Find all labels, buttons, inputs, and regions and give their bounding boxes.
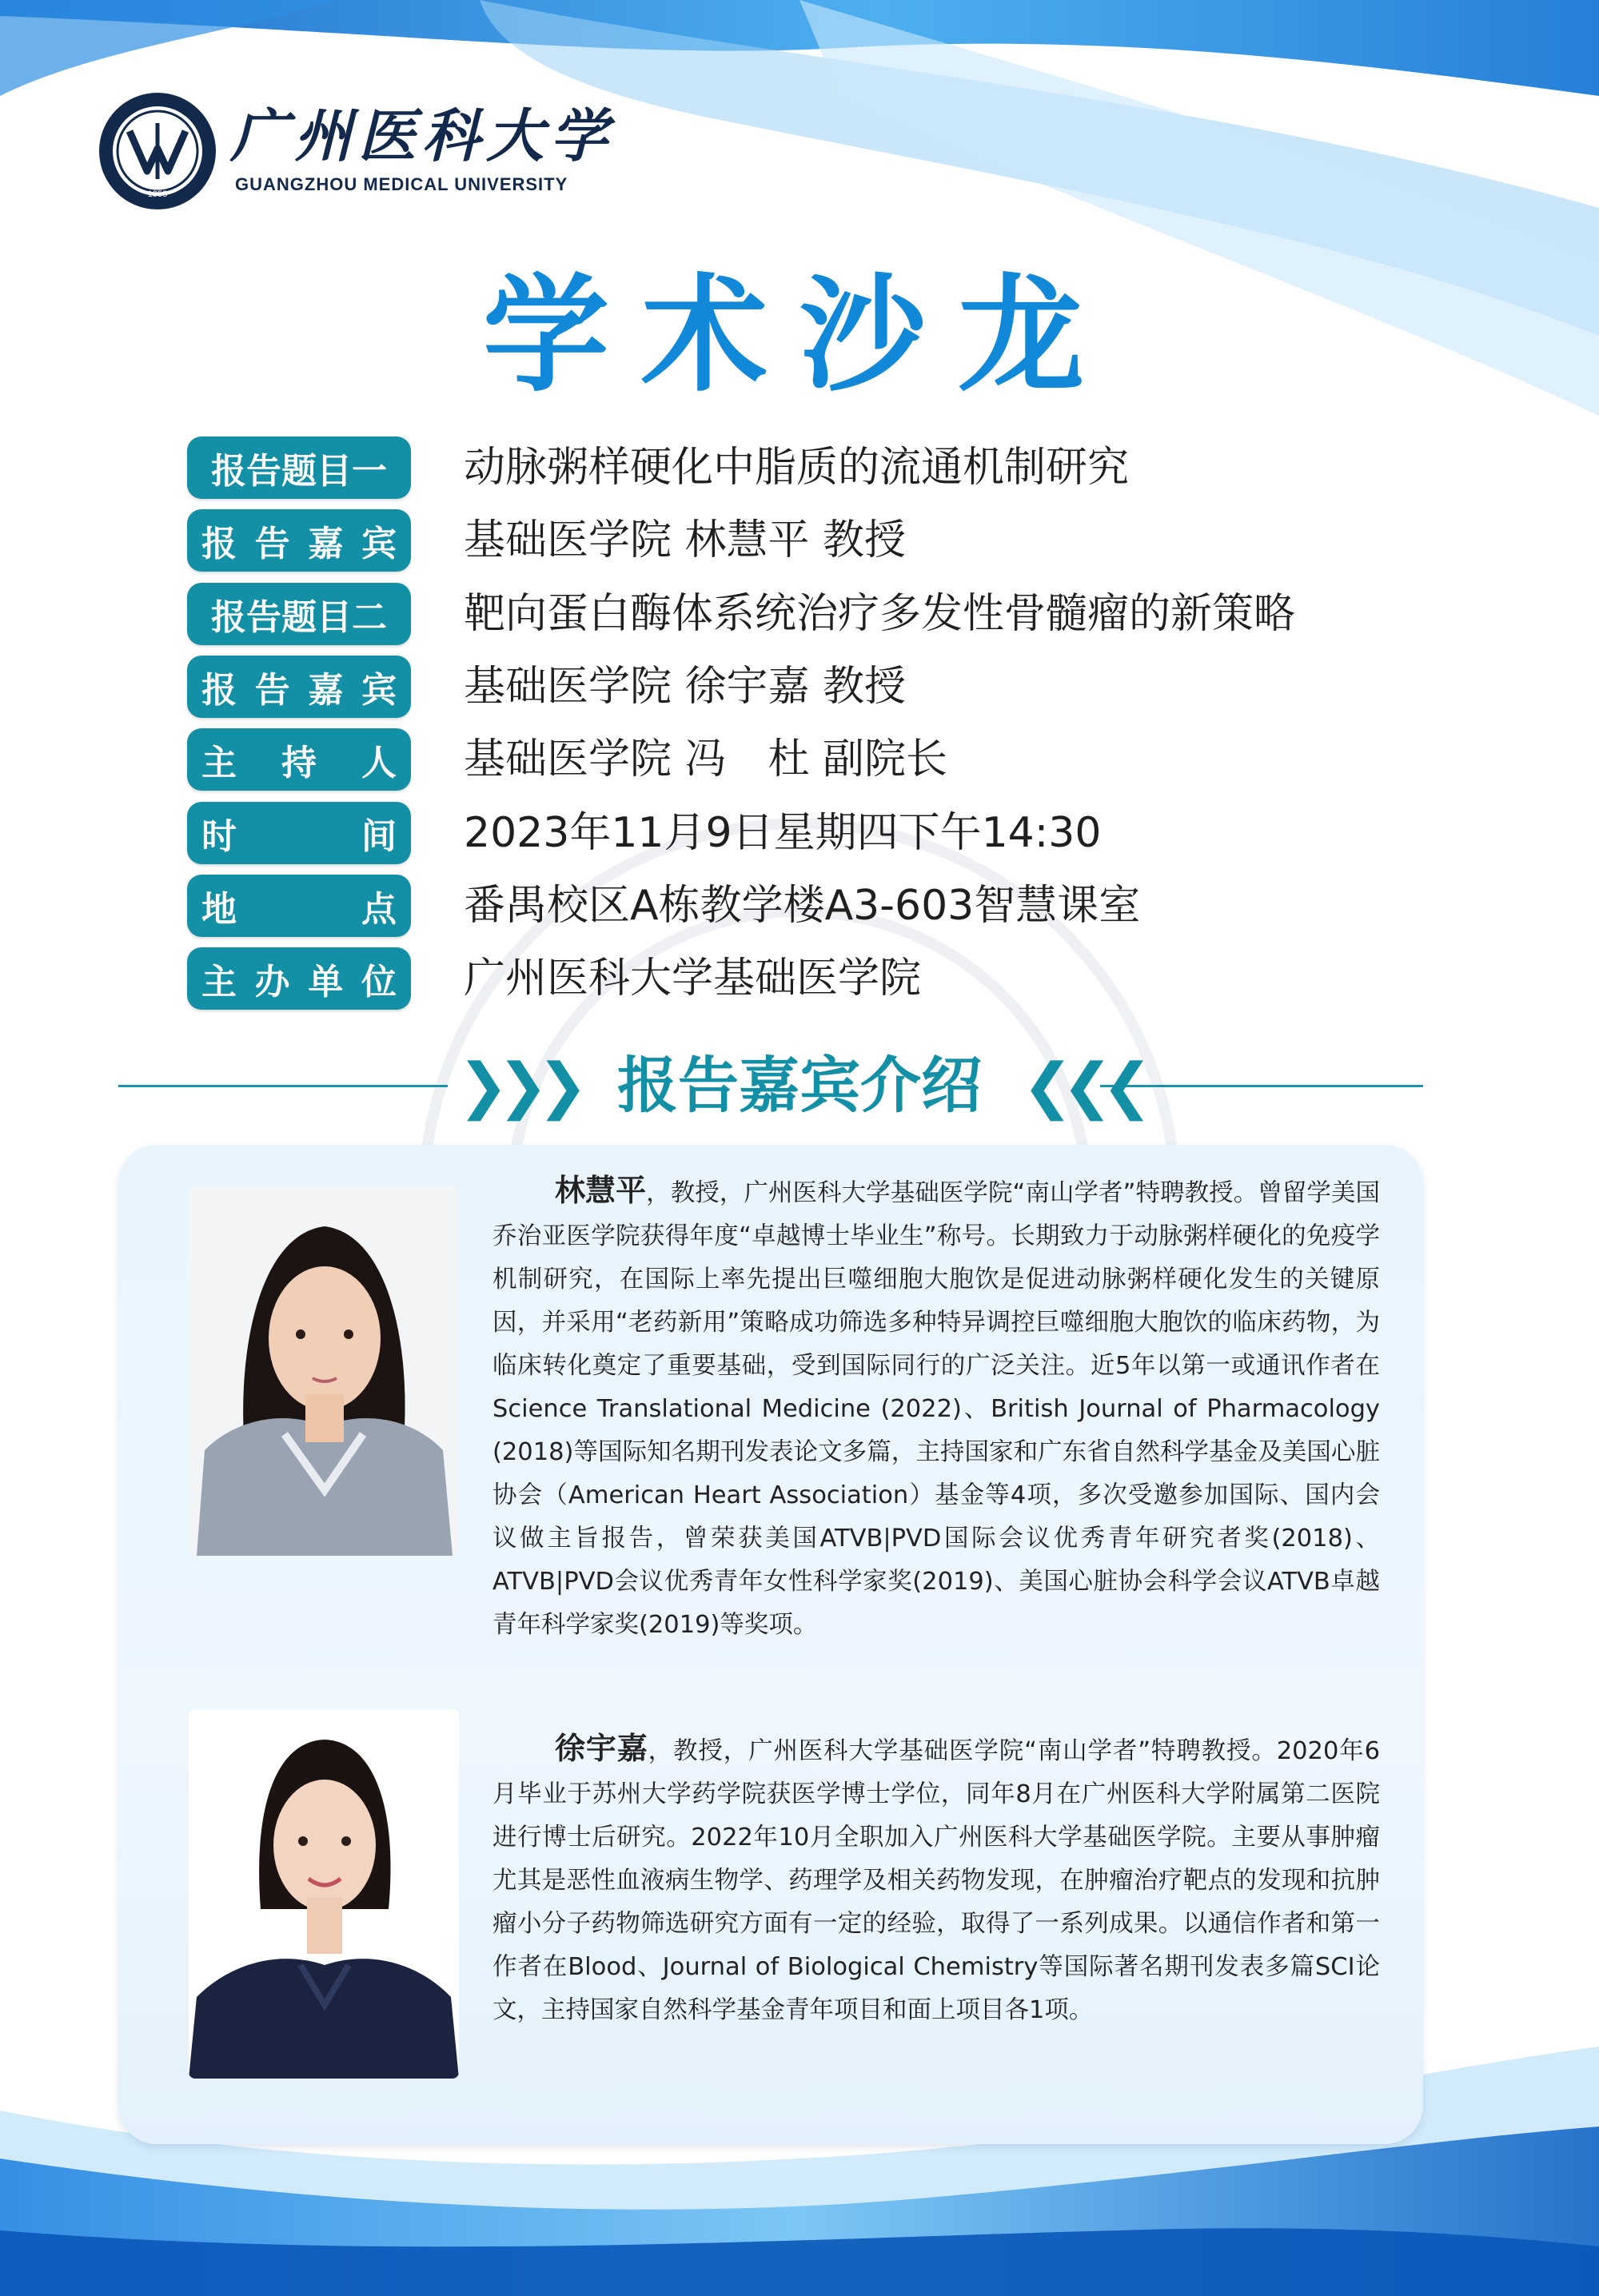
info-label-char: 主 <box>201 743 237 784</box>
info-value: 广州医科大学基础医学院 <box>464 955 922 1003</box>
info-value: 基础医学院 徐宇嘉 教授 <box>464 662 907 711</box>
info-value: 基础医学院 林慧平 教授 <box>464 516 907 565</box>
info-value: 2023年11月9日星期四下午14:30 <box>464 808 1102 857</box>
info-row <box>187 436 1434 499</box>
info-label-char: 嘉 <box>308 524 344 565</box>
speaker-bio-text: ，教授，广州医科大学基础医学院“南山学者”特聘教授。曾留学美国乔治亚医学院获得年度“卓越博士毕业生”称号。长期致力于动脉粥样硬化的免疫学机制研究，在国际上率先提出巨噬细胞大胞饮是促进动脉粥样硬化发生的关键原因，并采用“老药新用”策略成功筛选多种特异调控巨噬细胞大胞饮的临床药物，为临床转化奠定了重要基础，受到国际同行的广泛关注。近5年以第一或通讯作者在Science Translational Medicine (2022)、British Journal of Pharmacology (2018)等国际知名期刊发表论文多篇，主持国家和广东省自然科学基金及美国心脏协会（American Heart Association）基金等4项，多次受邀参加国际、国内会议做主旨报告，曾荣获美国ATVB|PVD国际会议优秀青年研究者奖(2018)、ATVB|PVD会议优秀青年女性科学家奖(2019)、美国心脏协会科学会议ATVB卓越青年科学家奖(2019)等奖项。 <box>492 1179 1380 1639</box>
info-label <box>187 875 411 937</box>
section-title: 报告嘉宾介绍 <box>617 1050 982 1121</box>
university-name-cn: 广州医科大学 <box>230 102 615 169</box>
info-label-char: 地 <box>201 888 237 930</box>
section-header <box>0 1047 1599 1124</box>
info-label-char: 位 <box>361 962 397 1003</box>
info-label <box>187 728 411 791</box>
info-label-char: 办 <box>254 962 290 1003</box>
info-label-char: 时 <box>201 815 237 857</box>
info-label-char: 持 <box>281 743 317 784</box>
info-value: 靶向蛋白酶体系统治疗多发性骨髓瘤的新策略 <box>464 589 1296 638</box>
page-title: 学术沙龙 <box>483 262 1116 409</box>
info-label <box>187 656 411 718</box>
info-row <box>187 509 1434 572</box>
info-label <box>187 509 411 572</box>
info-label-char: 告 <box>254 524 290 565</box>
info-row <box>187 728 1434 791</box>
info-label-char: 报告题目二 <box>211 596 387 638</box>
seal-year: 1958 <box>147 189 168 199</box>
portrait-icon <box>189 1186 459 1556</box>
info-value: 基础医学院 冯 杜 副院长 <box>464 735 948 784</box>
speaker-photo-xu <box>189 1709 459 2079</box>
info-label-char: 宾 <box>361 669 397 711</box>
portrait-icon <box>189 1709 459 2079</box>
chevrons-left-icon: ❮❮❮ <box>1022 1050 1142 1121</box>
speaker-name-lin: 林慧平 <box>555 1173 647 1208</box>
university-seal-icon <box>98 91 217 211</box>
info-label-char: 告 <box>254 669 290 711</box>
info-row <box>187 802 1434 864</box>
info-row <box>187 656 1434 718</box>
info-row <box>187 875 1434 937</box>
speaker-bio-xu <box>492 1727 1380 2032</box>
info-label-char: 主 <box>201 962 237 1003</box>
info-label <box>187 947 411 1010</box>
info-label-char: 宾 <box>361 524 397 565</box>
university-name-en: GUANGZHOU MEDICAL UNIVERSITY <box>235 174 568 194</box>
info-label-char: 人 <box>361 743 397 784</box>
speaker-bio-text: ，教授，广州医科大学基础医学院“南山学者”特聘教授。2020年6月毕业于苏州大学药学院获医学博士学位，同年8月在广州医科大学附属第二医院进行博士后研究。2022年10月全职加入广州医科大学基础医学院。主要从事肿瘤尤其是恶性血液病生物学、药理学及相关药物发现，在肿瘤治疗靶点的发现和抗肿瘤小分子药物筛选研究方面有一定的经验，取得了一系列成果。以通信作者和第一作者在Blood、Journal of Biological Chemistry等国际著名期刊发表多篇SCI论文，主持国家自然科学基金青年项目和面上项目各1项。 <box>492 1737 1380 2024</box>
info-label <box>187 436 411 499</box>
speaker-name-xu: 徐宇嘉 <box>555 1731 648 1766</box>
info-label-char: 点 <box>361 888 397 930</box>
info-label-char: 报 <box>201 524 237 565</box>
info-label <box>187 583 411 645</box>
info-row <box>187 947 1434 1010</box>
info-label-char: 报告题目一 <box>211 451 387 492</box>
info-label-char: 嘉 <box>308 669 344 711</box>
speaker-photo-lin <box>189 1186 459 1556</box>
info-label-char: 单 <box>308 962 344 1003</box>
chevrons-right-icon: ❯❯❯ <box>457 1050 577 1121</box>
info-row <box>187 583 1434 645</box>
info-label <box>187 802 411 864</box>
info-label-char: 间 <box>361 815 397 857</box>
info-label-char: 报 <box>201 669 237 711</box>
info-value: 番禺校区A栋教学楼A3-603智慧课室 <box>464 881 1141 930</box>
speaker-bio-lin <box>492 1169 1380 1647</box>
info-value: 动脉粥样硬化中脂质的流通机制研究 <box>464 444 1130 492</box>
